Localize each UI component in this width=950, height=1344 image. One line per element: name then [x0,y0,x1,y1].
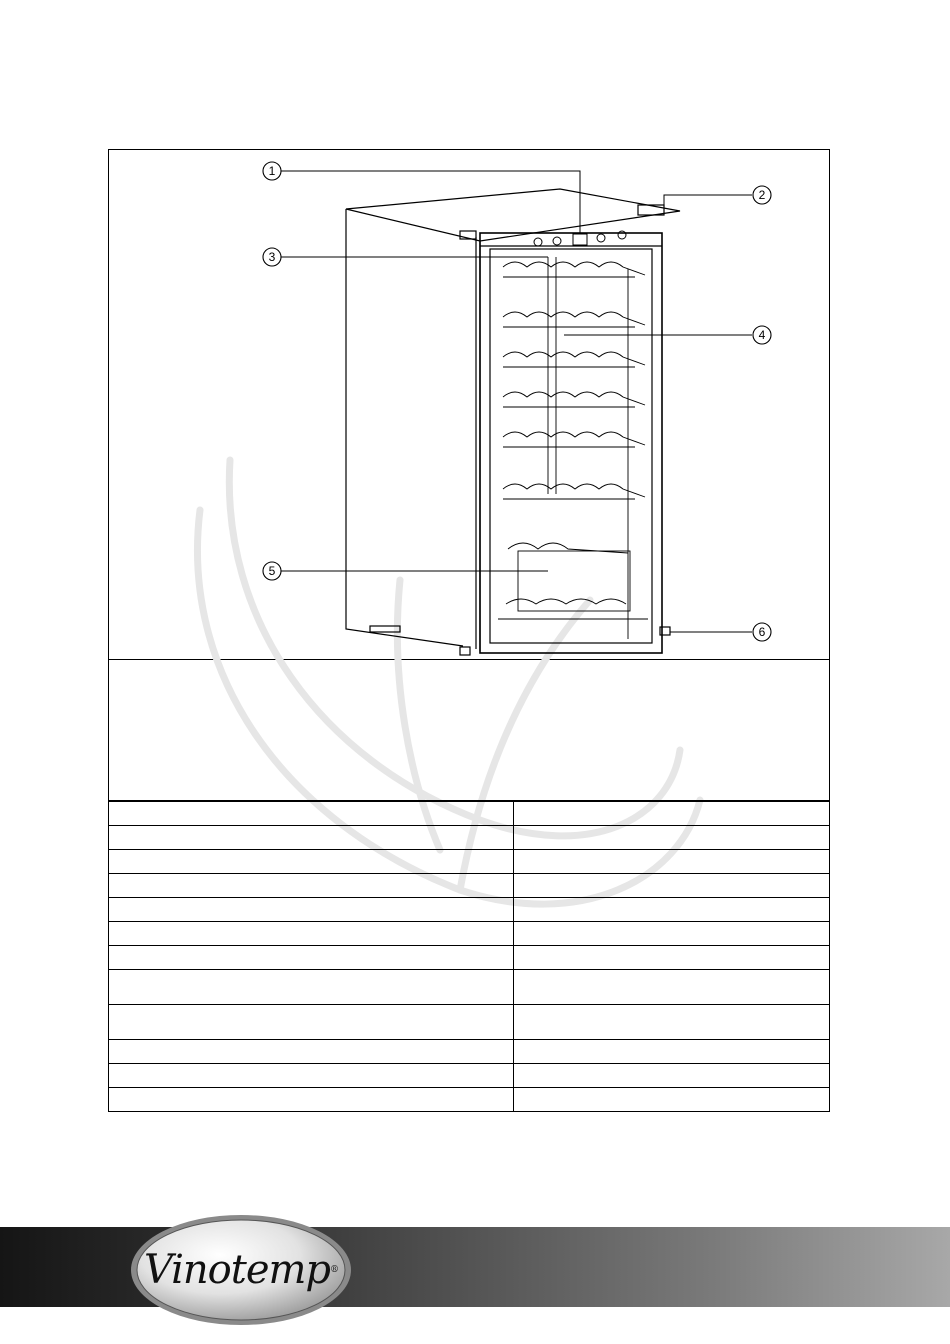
table-cell-value [514,801,830,826]
callout-6: 6 [758,625,766,639]
callout-2: 2 [758,188,766,202]
table-cell-value [514,1088,830,1112]
table-cell-label [109,1040,514,1064]
table-cell-value [514,850,830,874]
table-row [109,1005,830,1040]
brand-logo [128,1212,354,1328]
table-cell-value [514,898,830,922]
table-cell-value [514,874,830,898]
table-row [109,946,830,970]
callout-3: 3 [268,250,276,264]
table-cell-value [514,922,830,946]
table-row [109,1064,830,1088]
table-row [109,898,830,922]
table-row [109,970,830,1005]
table-cell-label [109,922,514,946]
callout-4: 4 [758,328,766,342]
brand-name: Vinotemp ® [143,1247,339,1293]
table-cell-label [109,826,514,850]
table-cell-label [109,1088,514,1112]
callout-1: 1 [268,164,276,178]
table-row [109,922,830,946]
table-cell-value [514,1005,830,1040]
table-row [109,874,830,898]
table-cell-label [109,1005,514,1040]
parts-table [108,800,830,1112]
table-cell-value [514,970,830,1005]
table-row [109,801,830,826]
table-row [109,826,830,850]
table-cell-label [109,874,514,898]
table-row [109,1088,830,1112]
table-cell-value [514,1040,830,1064]
table-cell-value [514,946,830,970]
table-row [109,850,830,874]
callout-5: 5 [268,564,276,578]
wine-cooler-diagram [108,149,830,660]
table-cell-label [109,946,514,970]
table-cell-label [109,801,514,826]
table-cell-value [514,826,830,850]
table-cell-value [514,1064,830,1088]
table-row [109,1040,830,1064]
table-cell-label [109,970,514,1005]
table-cell-label [109,898,514,922]
table-cell-label [109,1064,514,1088]
table-cell-label [109,850,514,874]
